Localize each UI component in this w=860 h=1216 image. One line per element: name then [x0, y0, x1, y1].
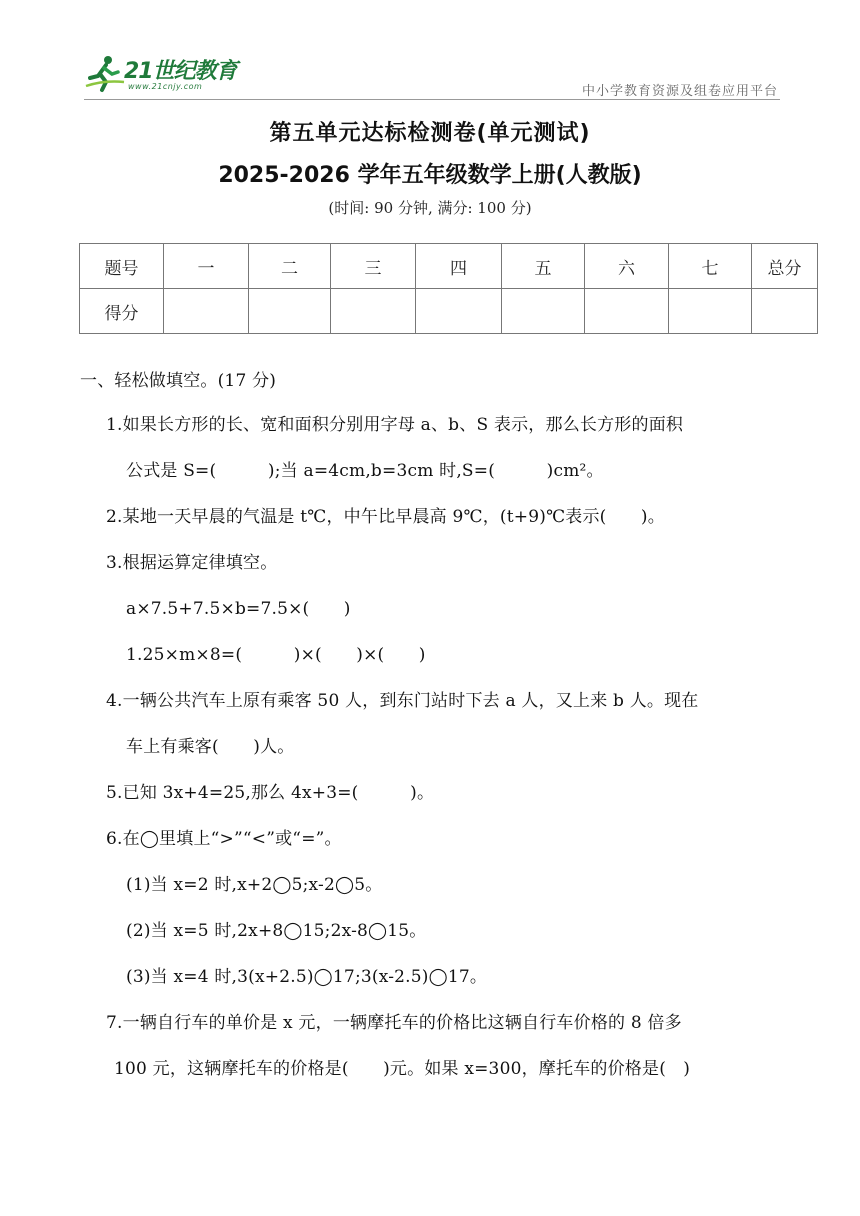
score-cell[interactable]	[669, 289, 752, 334]
table-cell: 七	[669, 244, 752, 289]
question-line: (2)当 x=5 时,2x+8◯15;2x-8◯15。	[126, 921, 427, 941]
table-cell: 得分	[80, 289, 164, 334]
table-cell: 二	[249, 244, 331, 289]
question-line: 6.在◯里填上“>”“<”或“=”。	[106, 829, 342, 849]
score-cell[interactable]	[585, 289, 669, 334]
question-line: 100 元，这辆摩托车的价格是( )元。如果 x=300，摩托车的价格是( )	[114, 1059, 691, 1079]
table-cell: 三	[331, 244, 416, 289]
question-line: 公式是 S=( );当 a=4cm,b=3cm 时,S=( )cm²。	[126, 461, 604, 481]
page-subtitle-year: 2025-2026 学年五年级数学上册(人教版)	[218, 163, 642, 188]
table-cell: 五	[502, 244, 585, 289]
runner-logo-icon	[84, 52, 126, 94]
table-score-row	[80, 289, 818, 334]
table-header-row	[80, 244, 818, 289]
score-cell[interactable]	[164, 289, 249, 334]
section-heading: 一、轻松做填空。(17 分)	[80, 371, 277, 391]
score-cell[interactable]	[752, 289, 818, 334]
page-title: 第五单元达标检测卷(单元测试)	[269, 121, 591, 146]
table-cell: 六	[585, 244, 669, 289]
score-cell[interactable]	[502, 289, 585, 334]
question-line: a×7.5+7.5×b=7.5×( )	[126, 599, 351, 619]
question-line: 1.如果长方形的长、宽和面积分别用字母 a、b、S 表示，那么长方形的面积	[106, 415, 684, 435]
header-divider	[84, 99, 780, 100]
table-cell: 一	[164, 244, 249, 289]
page-header	[0, 0, 860, 110]
question-line: (1)当 x=2 时,x+2◯5;x-2◯5。	[126, 875, 383, 895]
platform-name: 中小学教育资源及组卷应用平台	[581, 84, 778, 99]
question-line: 4.一辆公共汽车上原有乘客 50 人，到东门站时下去 a 人，又上来 b 人。现在	[106, 691, 699, 711]
score-cell[interactable]	[331, 289, 416, 334]
question-line: 3.根据运算定律填空。	[106, 553, 278, 573]
score-table	[79, 243, 818, 334]
logo-url: www.21cnjy.com	[128, 82, 203, 91]
question-line: 1.25×m×8=( )×( )×( )	[126, 645, 426, 665]
table-cell: 四	[416, 244, 502, 289]
question-line: 车上有乘客( )人。	[126, 737, 295, 757]
question-line: 2.某地一天早晨的气温是 t℃，中午比早晨高 9℃，(t+9)℃表示( )。	[106, 507, 665, 527]
question-line: 7.一辆自行车的单价是 x 元，一辆摩托车的价格比这辆自行车价格的 8 倍多	[106, 1013, 682, 1033]
exam-info: (时间: 90 分钟, 满分: 100 分)	[328, 199, 532, 217]
score-cell[interactable]	[416, 289, 502, 334]
logo-text: 21世纪教育	[124, 59, 237, 84]
score-cell[interactable]	[249, 289, 331, 334]
logo	[84, 52, 244, 102]
table-cell: 总分	[752, 244, 818, 289]
table-cell: 题号	[80, 244, 164, 289]
question-line: 5.已知 3x+4=25,那么 4x+3=( )。	[106, 783, 435, 803]
question-line: (3)当 x=4 时,3(x+2.5)◯17;3(x-2.5)◯17。	[126, 967, 488, 987]
